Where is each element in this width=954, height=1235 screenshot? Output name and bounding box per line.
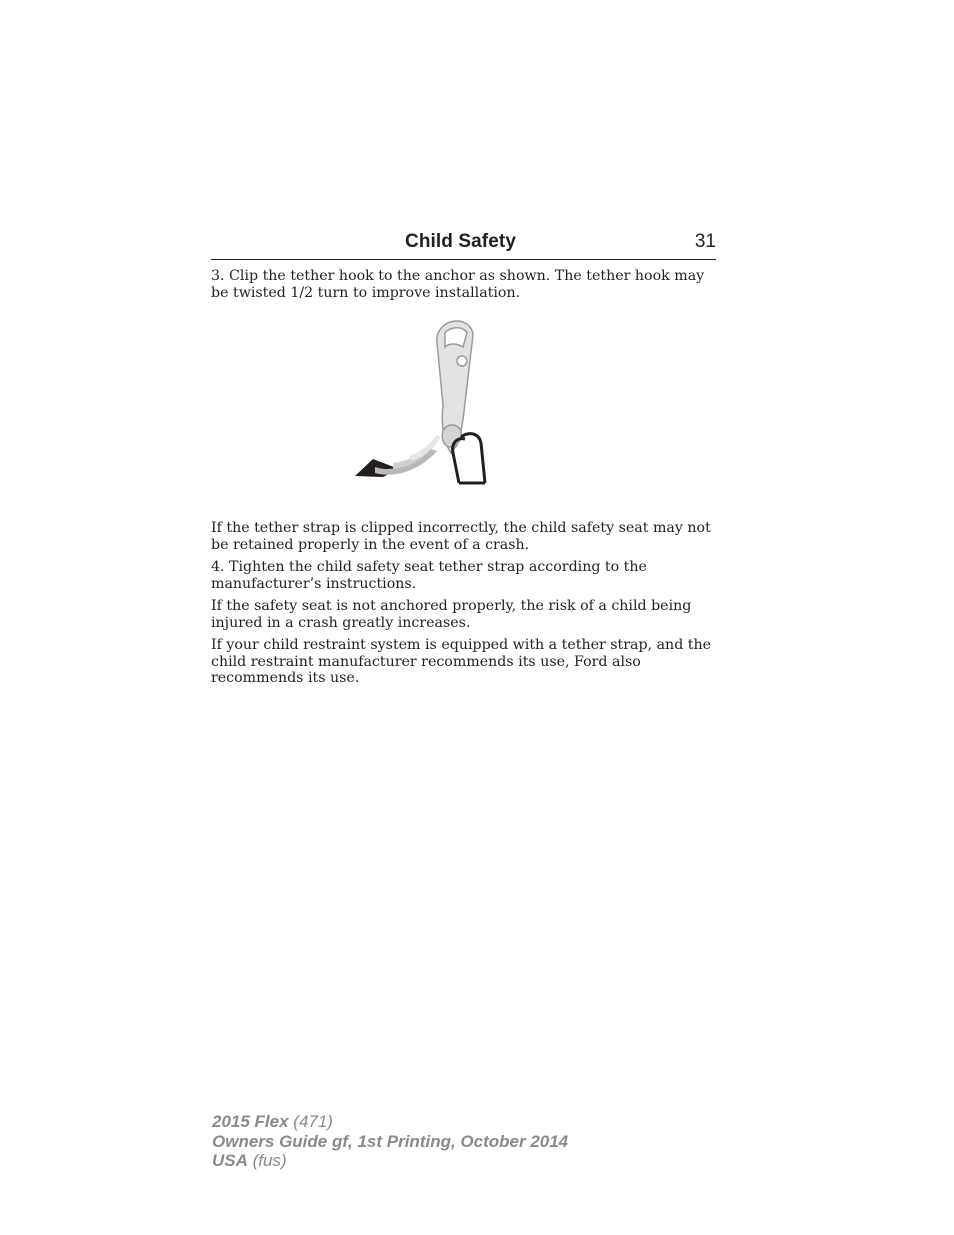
step-3-text: 3. Clip the tether hook to the anchor as shown. The tether hook may be twisted 1/2 turn to improve installation. [211,268,705,301]
tether-hook-figure [211,313,716,491]
page-content [211,268,716,693]
anchor-bar-icon [453,434,485,483]
footer-market-code: (fus) [247,1151,287,1170]
page-number: 31 [694,231,716,252]
footer-line-1 [212,1112,568,1132]
warning-incorrect-clip-text: If the tether strap is clipped incorrectly, the child safety seat may not be retained properly in the event of a crash. [211,520,711,553]
footer-model-code: (471) [288,1112,333,1131]
page-header [211,228,716,260]
footer-line-2: Owners Guide gf, 1st Printing, October 2014 [212,1131,569,1151]
footer-market: USA [212,1151,248,1170]
footer-line-3 [212,1151,568,1171]
direction-arrow-icon [355,435,441,477]
section-title: Child Safety [405,231,516,252]
tether-recommendation-text: If your child restraint system is equipped with a tether strap, and the child restraint manufacturer recommends its use, Ford also recommends its use. [211,637,712,686]
page-footer [212,1112,568,1171]
step-4-text: 4. Tighten the child safety seat tether strap according to the manufacturer’s instructions. [211,559,647,592]
warning-anchor-text: If the safety seat is not anchored properly, the risk of a child being injured in a crash greatly increases. [211,598,692,631]
footer-model: 2015 Flex [212,1112,289,1131]
tether-hook-illustration-icon [353,313,523,491]
